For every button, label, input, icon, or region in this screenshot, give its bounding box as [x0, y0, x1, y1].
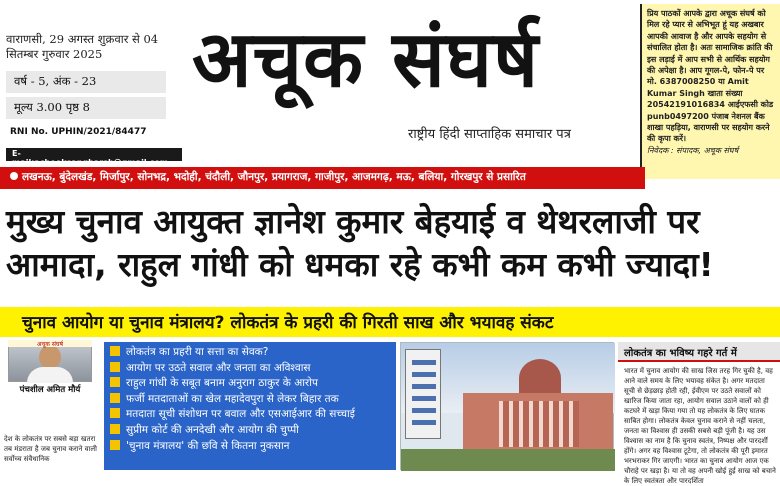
checkbox-icon — [110, 408, 120, 418]
list-item: राहुल गांधी के सबूत बनाम अनुराग ठाकुर के आरोप — [110, 376, 390, 392]
regions-bar — [0, 167, 645, 189]
regions-text: लखनऊ, बुंदेलखंड, मिर्जापुर, सोनभद्र, भदोही, चंदौली, जौनपुर, प्रयागराज, गाजीपुर, आजमगढ़, मऊ, बलिया, गोरखपुर से प्रसारित — [22, 171, 526, 183]
appeal-text: प्रिय पाठकों आपके द्वारा अचूक संघर्ष को मिल रहे प्यार से अभिभूत हूं यह अखबार आपकी आवाज है और आपके सहयोग से संचालित होता है। अतः सामाजिक क्रांति की इस लड़ाई में आप सभी से आर्थिक सहयोग की अपेक्षा है। आप गूगल-पे, फोन-पे पर मो. 6387008250 या Amit Kumar Singh खाता संख्या 20542191016834 आईएफसी कोड punb0497200 पंजाब नेशनल बैंक शाखा पहड़िया, वाराणसी पर सहयोग करने की कृपा करें। — [647, 9, 774, 144]
side-article-text: भारत में चुनाव आयोग की साख जिस तरह गिर चुकी है, वह आने वाले समय के लिए भयावह संकेत है। अगर मतदाता सूची से छेड़छाड़ होती रही, ईवीएम पर उठते सवालों को खारिज किया जाता रहा, आयोग सवाल उठाने वालों को ही कटघरे में खड़ा किया गया तो यह लोकतंत्र के लिए घातक साबित होगा। लोकतंत्र केवल चुनाव कराने से नहीं चलता, जनता का विश्वास ही उसकी सबसे बड़ी पूंजी है। यह उस विश्वास का नाम है कि चुनाव स्वतंत्र, निष्पक्ष और पारदर्शी होंगे। अगर वह विश्वास टूटेगा, तो लोकतंत्र की पूरी इमारत भरभराकर गिर जाएगी। भारत का चुनाव आयोग आज एक चौराहे पर खड़ा है। या तो वह अपनी खोई हुई साख को बचाने के लिए स्वतंत्रता और पारदर्शिता — [624, 367, 776, 485]
author-column — [0, 340, 100, 470]
headline-deck: चुनाव आयोग या चुनाव मंत्रालय? लोकतंत्र के प्रहरी की गिरती साख और भयावह संकट — [0, 307, 780, 337]
checkbox-icon — [110, 424, 120, 434]
headline-line-2: आमादा, राहुल गांधी को धमका रहे कभी कम कभी ज्यादा! — [6, 245, 714, 284]
bullet-icon — [10, 172, 18, 180]
photo-strip-label: अचूक संघर्ष — [8, 340, 92, 347]
issue-number: वर्ष - 5, अंक - 23 — [6, 71, 166, 93]
checkbox-icon — [110, 362, 120, 372]
side-article-heading: लोकतंत्र का भविष्य गहरे गर्त में — [618, 342, 780, 362]
price-pages: मूल्य 3.00 पृष्ठ 8 — [6, 97, 166, 119]
appeal-signature: निवेदक : संपादक, अचूक संघर्ष — [647, 145, 739, 155]
dateline: वाराणसी, 29 अगस्त शुक्रवार से 04 सितम्बर गुरुवार 2025 — [6, 32, 159, 61]
evm-machine-image — [405, 349, 441, 439]
checkbox-icon — [110, 393, 120, 403]
headline-line-1: मुख्य चुनाव आयुक्त ज्ञानेश कुमार बेहयाई व थेथरलाजी पर — [6, 202, 700, 241]
checkbox-icon — [110, 346, 120, 356]
list-item: सुप्रीम कोर्ट की अनदेखी और आयोग की चुप्पी — [110, 423, 390, 439]
list-item: मतदाता सूची संशोधन पर बवाल और एसआईआर की सच्चाई — [110, 407, 390, 423]
list-item: फर्जी मतदाताओं का खेल महादेवपुरा से लेकर बिहार तक — [110, 392, 390, 408]
list-item: आयोग पर उठते सवाल और जनता का अविश्वास — [110, 361, 390, 377]
article-intro-text: देश के लोकतंत्र पर सबसे बड़ा खतरा तब मंडराता है जब चुनाव कराने वाली सर्वोच्च संवैधानिक — [4, 435, 97, 463]
checkbox-icon — [110, 377, 120, 387]
main-headline — [6, 200, 780, 286]
news-photo — [400, 342, 614, 470]
side-article — [618, 342, 780, 485]
newspaper-subtitle: राष्ट्रीय हिंदी साप्ताहिक समाचार पत्र — [408, 127, 571, 142]
list-item: 'चुनाव मंत्रालय' की छवि से कितना नुकसान — [110, 439, 390, 455]
checkbox-icon — [110, 440, 120, 450]
list-item: लोकतंत्र का प्रहरी या सत्ता का सेवक? — [110, 345, 390, 361]
newspaper-title: अचूक संघर्ष — [192, 15, 540, 105]
author-byline: पंचशील अमित मौर्य — [19, 385, 81, 395]
email-bar: E-mail:achooksangharsh@gmail.com — [6, 148, 182, 161]
reader-appeal-box — [640, 4, 780, 179]
rni-number: RNI No. UPHIN/2021/84477 — [10, 127, 147, 137]
highlights-box — [104, 342, 396, 470]
